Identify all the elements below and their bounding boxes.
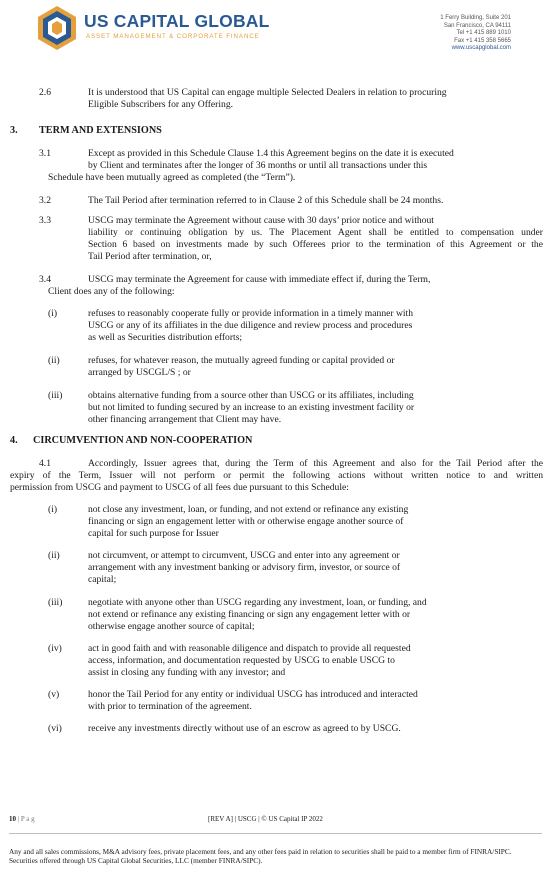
clause-text-line: permission from USCG and payment to USCG of all fees due pursuant to this Schedule:: [10, 482, 349, 493]
clause-text-line: Accordingly, Issuer agrees that, during the Term of this Agreement and also for the Tail Period after the: [88, 458, 543, 469]
list-item-line: access, information, and documentation requested by USCG to enable USCG to: [88, 655, 395, 666]
clause-number: 3.1: [39, 148, 51, 159]
list-item-number: (ii): [48, 355, 60, 366]
clause-text-line: Except as provided in this Schedule Clause 1.4 this Agreement begins on the date it is executed: [88, 148, 454, 159]
clause-text-line: USCG may terminate the Agreement without cause with 30 days’ prior notice and without: [88, 215, 434, 226]
section-number: 3.: [10, 125, 18, 136]
list-item-number: (iv): [48, 643, 62, 654]
list-item-line: but not limited to funding secured by an increase to an existing investment facility or: [88, 402, 415, 413]
list-item-line: not close any investment, loan, or funding, and not extend or refinance any existing: [88, 504, 409, 515]
list-item-number: (ii): [48, 550, 60, 561]
list-item-line: otherwise engage another source of capital;: [88, 621, 255, 632]
list-item-number: (i): [48, 308, 58, 319]
company-logo: [36, 5, 78, 51]
list-item-number: (v): [48, 689, 60, 700]
clause-text-line: Eligible Subscribers for any Offering.: [88, 99, 234, 110]
list-item-line: receive any investments directly without use of an escrow as agreed to by USCG.: [88, 723, 401, 734]
footer-disclaimer: Any and all sales commissions, M&A advisory fees, private placement fees, and any other fees paid in relation to securities shall be paid to a member firm of FINRA/SIPC. Securities offered through US Capital Global Securities, LLC (member FINRA/SIPC).: [9, 847, 512, 866]
list-item-line: refuses, for whatever reason, the mutually agreed funding or capital provided or: [88, 355, 395, 366]
footer-revision-text: [REV A] | USCG | © US Capital IP 2022: [208, 815, 323, 823]
list-item-line: capital;: [88, 574, 117, 585]
footer-divider: [9, 833, 542, 834]
page-number-value: 10: [9, 815, 16, 823]
list-item-line: USCG or any of its affiliates in the due diligence and review process and procedures: [88, 320, 413, 331]
list-item-line: as well as Securities distribution efforts;: [88, 332, 243, 343]
list-item-number: (i): [48, 504, 58, 515]
list-item-line: refuses to reasonably cooperate fully or provide information in a timely manner with: [88, 308, 414, 319]
address-line: 1 Ferry Building, Suite 201: [440, 15, 511, 21]
list-item-number: (vi): [48, 723, 62, 734]
list-item-line: capital for such purpose for Issuer: [88, 528, 219, 539]
list-item-line: financing or sign an engagement letter with or otherwise engage another source of: [88, 516, 404, 527]
brand-subtitle: ASSET MANAGEMENT & CORPORATE FINANCE: [86, 33, 260, 40]
list-item-number: (iii): [48, 390, 63, 401]
clause-text-line: by Client and terminates after the longer of 36 months or until all transactions under this: [88, 160, 428, 171]
list-item-line: arrangement with any investment banking or advisory firm, investor, or source of: [88, 562, 401, 573]
company-address: [440, 15, 511, 53]
list-item-line: arranged by USCGL/S ; or: [88, 367, 191, 378]
clause-number: 3.4: [39, 274, 51, 285]
clause-text-line: Schedule have been mutually agreed as completed (the “Term”).: [48, 172, 296, 183]
clause-text-line: The Tail Period after termination referred to in Clause 2 of this Schedule shall be 24 months.: [88, 195, 444, 206]
list-item-line: obtains alternative funding from a source other than USCG or its affiliates, including: [88, 390, 414, 401]
list-item-number: (iii): [48, 597, 63, 608]
page-label: | P a g: [16, 815, 35, 823]
clause-text-line: USCG may terminate the Agreement for cause with immediate effect if, during the Term,: [88, 274, 431, 285]
list-item-line: negotiate with anyone other than USCG regarding any investment, loan, or funding, and: [88, 597, 427, 608]
list-item-line: not circumvent, or attempt to circumvent, USCG and enter into any agreement or: [88, 550, 400, 561]
clause-text-line: Tail Period after termination, or,: [88, 251, 212, 262]
brand-title: US CAPITAL GLOBAL: [84, 11, 270, 31]
clause-number: 3.2: [39, 195, 51, 206]
list-item-line: assist in closing any funding with any investor; and: [88, 667, 286, 678]
clause-text-line: expiry of the Term, Issuer will not perform or permit the following actions without written notice to and written: [10, 470, 543, 481]
section-heading: CIRCUMVENTION AND NON-COOPERATION: [33, 435, 253, 446]
clause-number: 3.3: [39, 215, 51, 226]
list-item-line: with prior to termination of the agreement.: [88, 701, 252, 712]
section-heading: TERM AND EXTENSIONS: [39, 125, 162, 136]
list-item-line: not extend or refinance any existing financing or sign any engagement letter with or: [88, 609, 411, 620]
section-number: 4.: [10, 435, 18, 446]
clause-text-line: Section 6 based on investments made by such Offerees prior to the termination of this Agreement or the: [88, 239, 543, 250]
clause-text-line: It is understood that US Capital can engage multiple Selected Dealers in relation to procuring: [88, 87, 447, 98]
clause-text-line: liability or continuing obligation by us. The Placement Agent shall be entitled to compensation under: [88, 227, 543, 238]
clause-number: 2.6: [39, 87, 51, 98]
website-link[interactable]: www.uscapglobal.com: [451, 45, 511, 52]
list-item-line: act in good faith and with reasonable diligence and dispatch to provide all requested: [88, 643, 411, 654]
address-line: Fax +1 415 358 5665: [454, 37, 511, 44]
list-item-line: other financing arrangement that Client may have.: [88, 414, 282, 425]
clause-number: 4.1: [39, 458, 51, 469]
list-item-line: honor the Tail Period for any entity or individual USCG has introduced and interacted: [88, 689, 418, 700]
clause-text-line: Client does any of the following:: [48, 286, 175, 297]
address-line: San Francisco, CA 94111: [443, 22, 511, 29]
address-line: Tel +1 415 889 1010: [456, 30, 511, 37]
page-number: [9, 815, 35, 823]
